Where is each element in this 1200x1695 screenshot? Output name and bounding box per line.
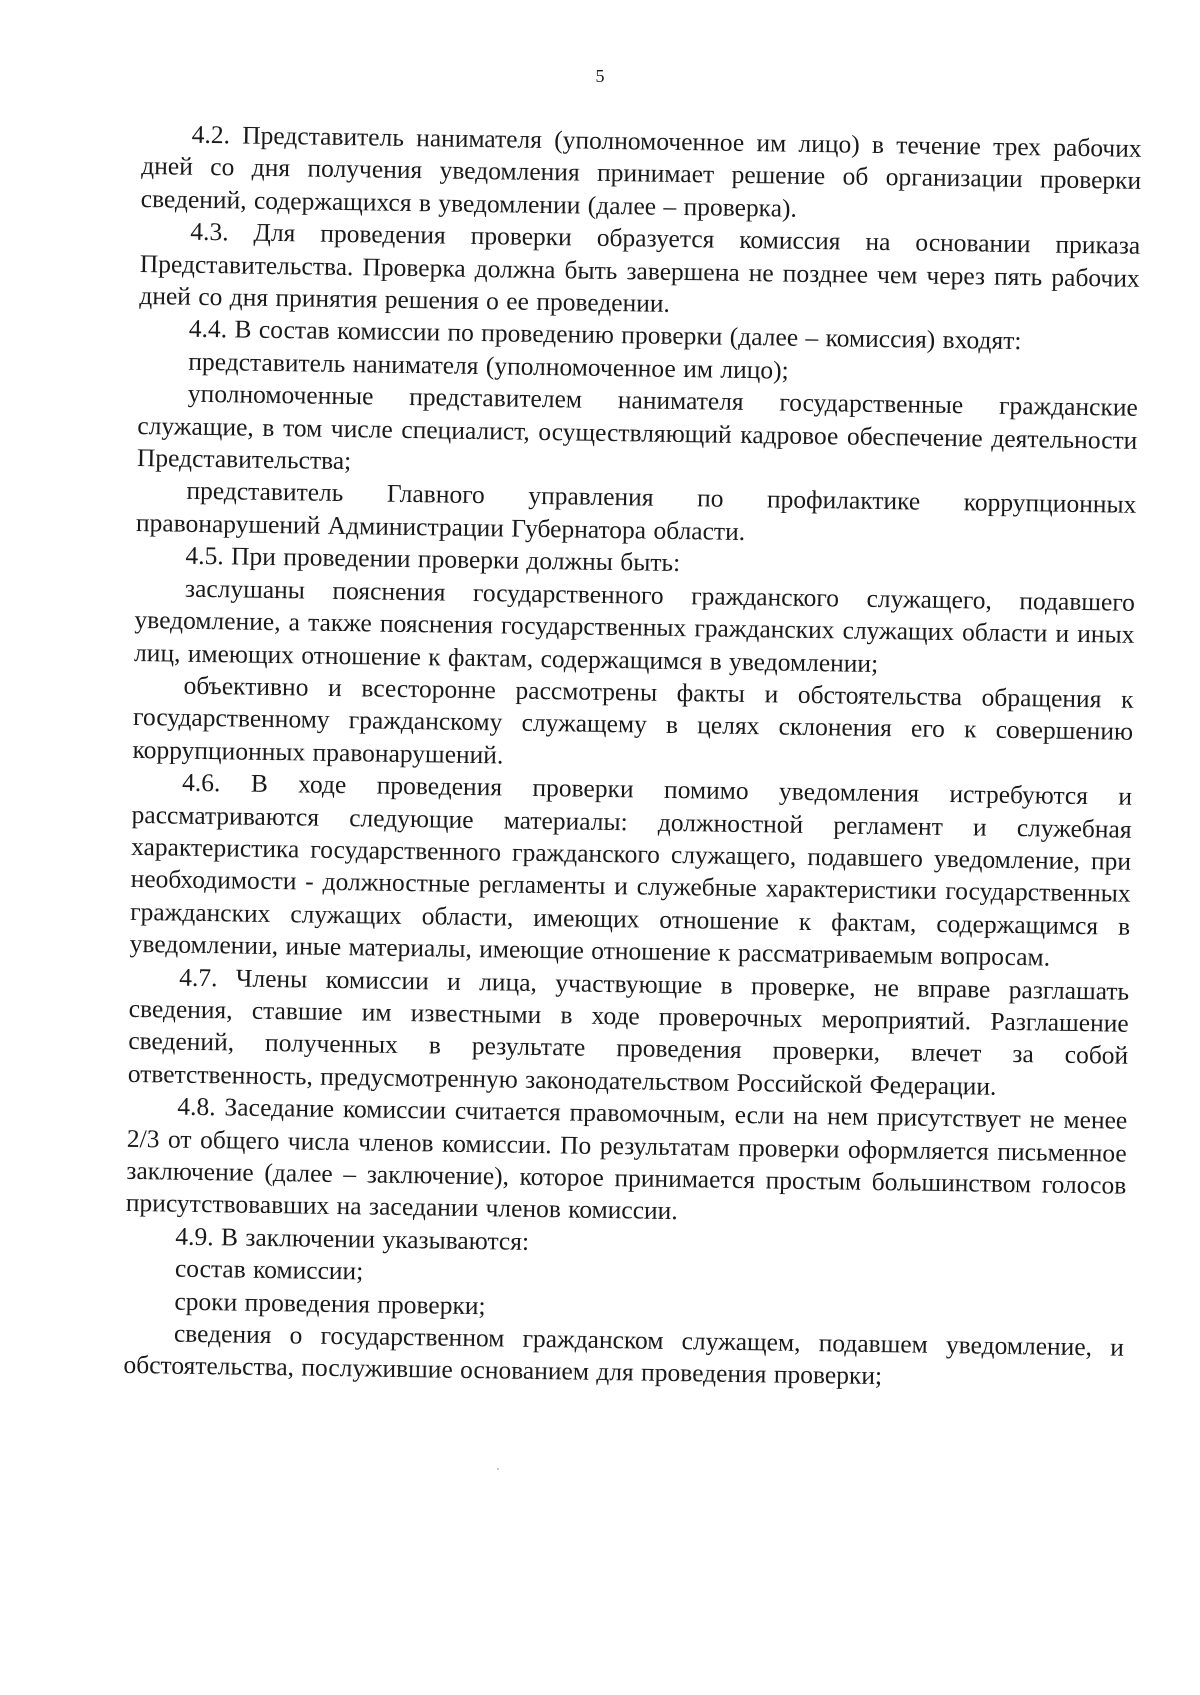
paragraph-4-8: 4.8. Заседание комиссии считается правомочным, если на нем присутствует не менее 2/3 от общего числа членов комиссии. По результатам проверки оформляется письменное заключение (далее – заключение), которое принимается простым большинством голосов присутствовавших на заседании членов комиссии. (125, 1091, 1128, 1226)
paragraph-4-6: 4.6. В ходе проведения проверки помимо уведомления истребуются и рассматриваются следующие материалы: должностной регламент и служебная характеристика государственного гражданского служащего, подавшего уведомление, при необходимости - должностные регламенты и служебные характеристики государственных гражданских служащих области, имеющих отношение к фактам, содержащимся в уведомлении, иные материалы, имеющие отношение к рассматриваемым вопросам. (129, 767, 1133, 972)
paragraph-4-4: 4.4. В состав комиссии по проведению проверки (далее – комиссия) входят: (188, 314, 1022, 356)
paragraph-4-2: 4.2. Представитель нанимателя (уполномоченное им лицо) в течение трех рабочих дней со дня получения уведомления принимает решение об организации проверки сведений, содержащихся в уведомлении (далее – проверка). (140, 119, 1142, 223)
list-item-main-directorate-representative: представитель Главного управления по профилактике коррупционных правонарушений Администрации Губернатора области. (135, 476, 1137, 546)
list-item-employer-representative: представитель нанимателя (уполномоченное им лицо); (188, 346, 789, 385)
paragraph-4-7: 4.7. Члены комиссии и лица, участвующие в проверке, не вправе разглашать сведения, ставшие им известными в ходе проверочных мероприятий. Разглашение сведений, полученных в результате проведения проверки, влечет за собой ответственность, предусмотренную законодательством Российской Федерации. (127, 962, 1130, 1101)
list-item-servant-information: сведения о государственном гражданском служащем, подавшем уведомление, и обстоятельства, послужившие основанием для проведения проверки; (123, 1318, 1125, 1391)
list-item-explanations-heard: заслушаны пояснения государственного гражданского служащего, подавшего уведомление, а также пояснения государственных гражданских служащих области и иных лиц, имеющих отношение к фактам, содержащимся в уведомлении; (133, 573, 1136, 678)
list-item-facts-considered: объективно и всесторонне рассмотрены факты и обстоятельства обращения к государственному гражданскому служащему в целях склонения его к совершению коррупционных правонарушений. (132, 670, 1134, 770)
document-body (123, 118, 1142, 1397)
paragraph-4-5: 4.5. При проведении проверки должны быть: (185, 540, 681, 578)
list-item-authorized-servants: уполномоченные представителем нанимателя государственные гражданские служащие, в том числе специалист, осуществляющий кадровое обеспечение деятельности Представительства; (136, 378, 1139, 476)
list-item-commission-composition: состав комиссии; (174, 1253, 364, 1286)
page-number: 5 (595, 66, 605, 86)
scan-speck (497, 1468, 499, 1470)
paragraph-4-3: 4.3. Для проведения проверки образуется комиссия на основании приказа Представительства. Проверка должна быть завершена не позднее чем через пять рабочих дней со дня принятия решения о ее проведении. (139, 216, 1141, 318)
paragraph-4-9: 4.9. В заключении указываются: (175, 1221, 530, 1256)
list-item-check-terms: сроки проведения проверки; (174, 1286, 486, 1320)
